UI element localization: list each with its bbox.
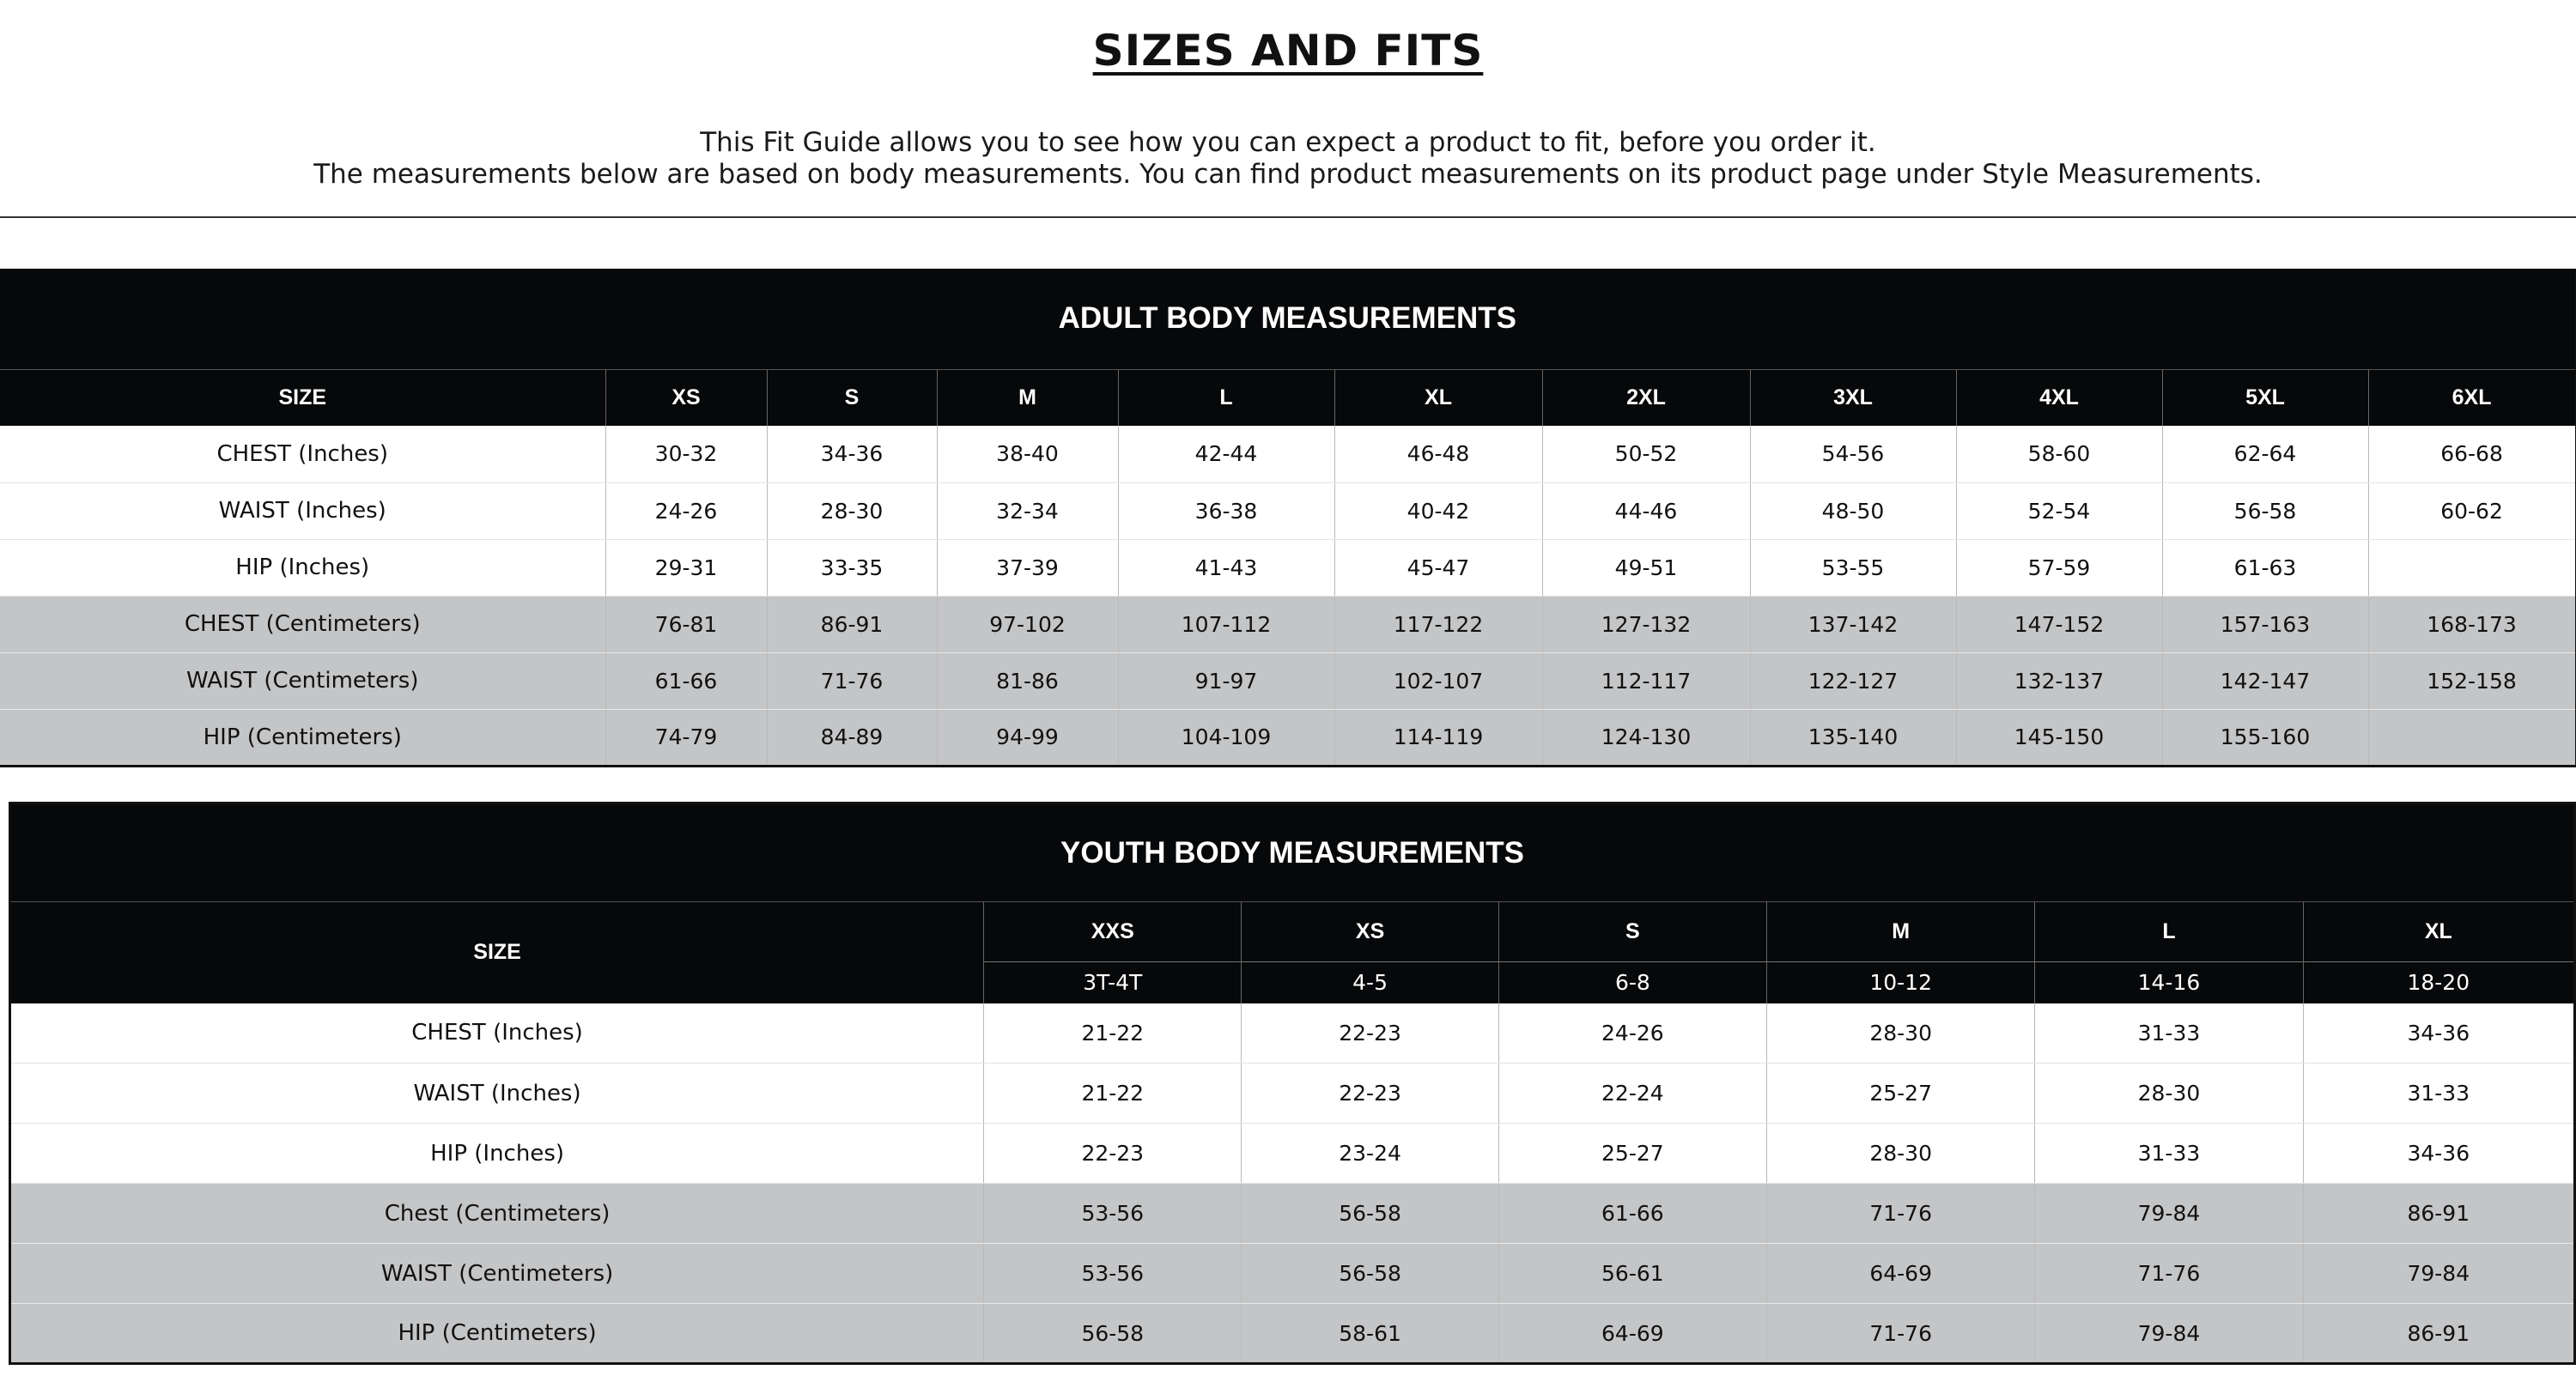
measurement-cell: 56-58 [984, 1304, 1242, 1364]
youth-row-chest-inches [10, 1003, 2575, 1064]
measurement-cell: 28-30 [1767, 1124, 2035, 1184]
measurement-cell: 97-102 [937, 596, 1118, 652]
measurement-cell: 81-86 [937, 652, 1118, 709]
measurement-cell: 142-147 [2162, 652, 2368, 709]
measurement-cell: 21-22 [984, 1064, 1242, 1124]
measurement-cell: 62-64 [2162, 426, 2368, 482]
row-label: HIP (Centimeters) [10, 1304, 984, 1364]
measurement-cell: 22-23 [1242, 1003, 1498, 1064]
measurement-cell: 53-55 [1750, 539, 1956, 596]
measurement-cell: 28-30 [767, 482, 937, 539]
measurement-cell: 127-132 [1542, 596, 1750, 652]
measurement-cell: 44-46 [1542, 482, 1750, 539]
row-label: WAIST (Inches) [10, 1064, 984, 1124]
measurement-cell: 61-66 [605, 652, 767, 709]
youth-age-range-3t-4t: 3T-4T [984, 962, 1242, 1003]
youth-size-table [9, 802, 2576, 1365]
adult-size-xl: XL [1334, 369, 1542, 426]
youth-size-xs: XS [1242, 902, 1498, 962]
measurement-cell: 86-91 [2303, 1304, 2574, 1364]
header-divider [0, 216, 2576, 218]
measurement-cell: 135-140 [1750, 709, 1956, 766]
measurement-cell: 36-38 [1118, 482, 1334, 539]
measurement-cell: 31-33 [2035, 1124, 2303, 1184]
youth-row-chest-centimeters [10, 1184, 2575, 1244]
measurement-cell: 107-112 [1118, 596, 1334, 652]
adult-size-table [0, 269, 2576, 767]
measurement-cell: 84-89 [767, 709, 937, 766]
measurement-cell: 29-31 [605, 539, 767, 596]
youth-row-hip-inches [10, 1124, 2575, 1184]
youth-age-range-10-12: 10-12 [1767, 962, 2035, 1003]
intro-line-2: The measurements below are based on body measurements. You can find product measurements on its product page under Style Measurements. [313, 159, 2263, 190]
youth-age-range-4-5: 4-5 [1242, 962, 1498, 1003]
measurement-cell: 124-130 [1542, 709, 1750, 766]
adult-size-3xl: 3XL [1750, 369, 1956, 426]
measurement-cell: 56-58 [1242, 1184, 1498, 1244]
measurement-cell: 66-68 [2368, 426, 2576, 482]
measurement-cell: 104-109 [1118, 709, 1334, 766]
measurement-cell: 28-30 [1767, 1003, 2035, 1064]
measurement-cell: 41-43 [1118, 539, 1334, 596]
youth-size-header: SIZE [10, 902, 984, 1003]
measurement-cell: 25-27 [1498, 1124, 1766, 1184]
youth-size-s: S [1498, 902, 1766, 962]
intro-text [0, 127, 2576, 191]
measurement-cell: 112-117 [1542, 652, 1750, 709]
adult-size-header: SIZE [0, 369, 605, 426]
measurement-cell: 58-61 [1242, 1304, 1498, 1364]
measurement-cell: 32-34 [937, 482, 1118, 539]
measurement-cell: 122-127 [1750, 652, 1956, 709]
measurement-cell: 145-150 [1956, 709, 2162, 766]
measurement-cell: 22-24 [1498, 1064, 1766, 1124]
measurement-cell: 71-76 [1767, 1304, 2035, 1364]
measurement-cell: 64-69 [1767, 1244, 2035, 1304]
measurement-cell: 86-91 [767, 596, 937, 652]
measurement-cell: 30-32 [605, 426, 767, 482]
intro-line-1: This Fit Guide allows you to see how you can expect a product to fit, before you order it. [700, 127, 1876, 158]
youth-age-range-14-16: 14-16 [2035, 962, 2303, 1003]
measurement-cell: 33-35 [767, 539, 937, 596]
measurement-cell: 25-27 [1767, 1064, 2035, 1124]
measurement-cell: 152-158 [2368, 652, 2576, 709]
measurement-cell: 157-163 [2162, 596, 2368, 652]
adult-size-l: L [1118, 369, 1334, 426]
measurement-cell: 37-39 [937, 539, 1118, 596]
measurement-cell: 24-26 [605, 482, 767, 539]
measurement-cell: 23-24 [1242, 1124, 1498, 1184]
measurement-cell: 49-51 [1542, 539, 1750, 596]
youth-age-range-18-20: 18-20 [2303, 962, 2574, 1003]
measurement-cell: 56-61 [1498, 1244, 1766, 1304]
youth-age-range-6-8: 6-8 [1498, 962, 1766, 1003]
measurement-cell: 94-99 [937, 709, 1118, 766]
youth-size-xl: XL [2303, 902, 2574, 962]
adult-row-waist-centimeters [0, 652, 2576, 709]
measurement-cell: 132-137 [1956, 652, 2162, 709]
measurement-cell: 28-30 [2035, 1064, 2303, 1124]
measurement-cell: 57-59 [1956, 539, 2162, 596]
youth-row-hip-centimeters [10, 1304, 2575, 1364]
measurement-cell: 46-48 [1334, 426, 1542, 482]
measurement-cell: 76-81 [605, 596, 767, 652]
measurement-cell: 61-63 [2162, 539, 2368, 596]
adult-size-6xl: 6XL [2368, 369, 2576, 426]
measurement-cell: 79-84 [2035, 1304, 2303, 1364]
row-label: WAIST (Centimeters) [0, 652, 605, 709]
adult-size-4xl: 4XL [1956, 369, 2162, 426]
measurement-cell: 21-22 [984, 1003, 1242, 1064]
measurement-cell: 64-69 [1498, 1304, 1766, 1364]
youth-size-xxs: XXS [984, 902, 1242, 962]
measurement-cell: 52-54 [1956, 482, 2162, 539]
measurement-cell: 79-84 [2035, 1184, 2303, 1244]
row-label: HIP (Centimeters) [0, 709, 605, 766]
measurement-cell: 91-97 [1118, 652, 1334, 709]
measurement-cell: 42-44 [1118, 426, 1334, 482]
measurement-cell: 50-52 [1542, 426, 1750, 482]
measurement-cell: 71-76 [2035, 1244, 2303, 1304]
measurement-cell: 56-58 [2162, 482, 2368, 539]
adult-row-hip-centimeters [0, 709, 2576, 766]
adult-row-chest-inches [0, 426, 2576, 482]
measurement-cell: 102-107 [1334, 652, 1542, 709]
measurement-cell: 22-23 [984, 1124, 1242, 1184]
youth-row-waist-inches [10, 1064, 2575, 1124]
adult-size-xs: XS [605, 369, 767, 426]
measurement-cell: 34-36 [2303, 1003, 2574, 1064]
row-label: WAIST (Inches) [0, 482, 605, 539]
row-label: HIP (Inches) [10, 1124, 984, 1184]
measurement-cell: 137-142 [1750, 596, 1956, 652]
measurement-cell: 45-47 [1334, 539, 1542, 596]
measurement-cell: 31-33 [2035, 1003, 2303, 1064]
measurement-cell: 54-56 [1750, 426, 1956, 482]
measurement-cell: 34-36 [767, 426, 937, 482]
adult-size-5xl: 5XL [2162, 369, 2368, 426]
row-label: HIP (Inches) [0, 539, 605, 596]
youth-row-waist-centimeters [10, 1244, 2575, 1304]
page-title: SIZES AND FITS [1092, 26, 1484, 76]
measurement-cell: 61-66 [1498, 1184, 1766, 1244]
measurement-cell: 86-91 [2303, 1184, 2574, 1244]
measurement-cell: 114-119 [1334, 709, 1542, 766]
measurement-cell: 53-56 [984, 1184, 1242, 1244]
measurement-cell: 71-76 [1767, 1184, 2035, 1244]
measurement-cell: 31-33 [2303, 1064, 2574, 1124]
measurement-cell: 60-62 [2368, 482, 2576, 539]
measurement-cell: 117-122 [1334, 596, 1542, 652]
measurement-cell: 58-60 [1956, 426, 2162, 482]
youth-table-title: YOUTH BODY MEASUREMENTS [10, 803, 2575, 902]
measurement-cell: 79-84 [2303, 1244, 2574, 1304]
measurement-cell: 71-76 [767, 652, 937, 709]
measurement-cell [2368, 709, 2576, 766]
adult-row-waist-inches [0, 482, 2576, 539]
measurement-cell: 168-173 [2368, 596, 2576, 652]
measurement-cell: 24-26 [1498, 1003, 1766, 1064]
row-label: Chest (Centimeters) [10, 1184, 984, 1244]
measurement-cell: 34-36 [2303, 1124, 2574, 1184]
measurement-cell: 147-152 [1956, 596, 2162, 652]
adult-row-chest-centimeters [0, 596, 2576, 652]
measurement-cell: 38-40 [937, 426, 1118, 482]
adult-size-m: M [937, 369, 1118, 426]
youth-size-l: L [2035, 902, 2303, 962]
adult-size-s: S [767, 369, 937, 426]
adult-row-hip-inches [0, 539, 2576, 596]
row-label: CHEST (Inches) [10, 1003, 984, 1064]
measurement-cell: 40-42 [1334, 482, 1542, 539]
measurement-cell: 48-50 [1750, 482, 1956, 539]
row-label: CHEST (Centimeters) [0, 596, 605, 652]
row-label: WAIST (Centimeters) [10, 1244, 984, 1304]
adult-table-title: ADULT BODY MEASUREMENTS [0, 269, 2576, 369]
adult-size-2xl: 2XL [1542, 369, 1750, 426]
youth-size-m: M [1767, 902, 2035, 962]
measurement-cell: 56-58 [1242, 1244, 1498, 1304]
measurement-cell [2368, 539, 2576, 596]
measurement-cell: 155-160 [2162, 709, 2368, 766]
measurement-cell: 74-79 [605, 709, 767, 766]
row-label: CHEST (Inches) [0, 426, 605, 482]
measurement-cell: 53-56 [984, 1244, 1242, 1304]
measurement-cell: 22-23 [1242, 1064, 1498, 1124]
